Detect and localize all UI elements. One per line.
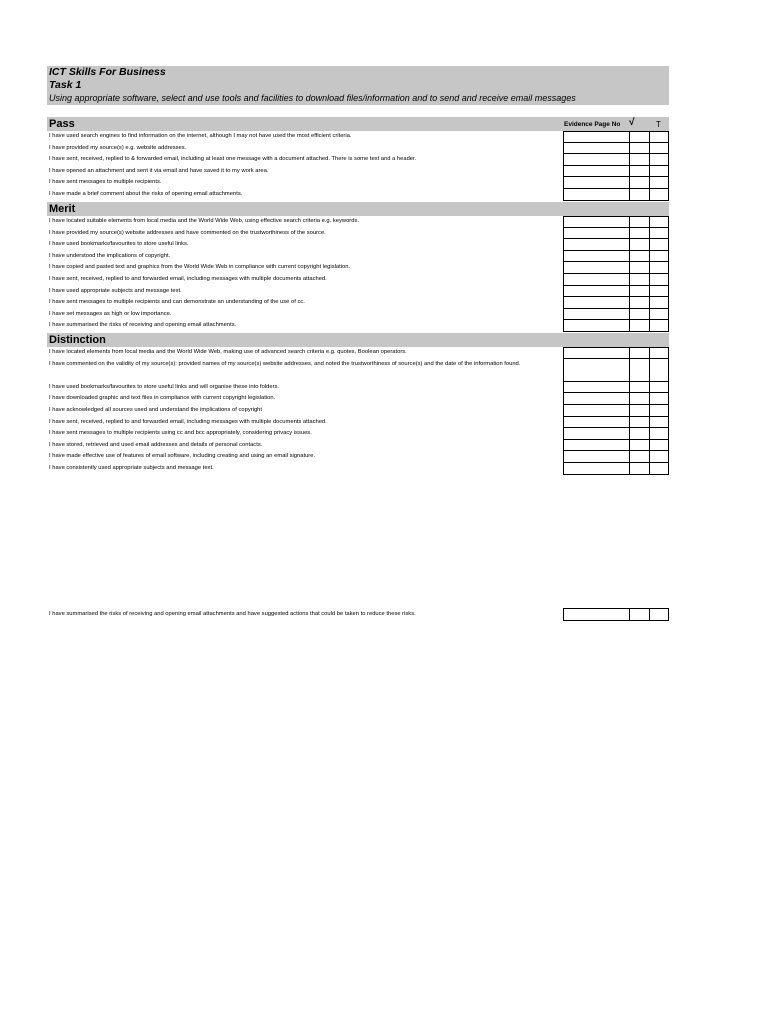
t-cell[interactable] (649, 154, 669, 166)
t-cell[interactable] (649, 405, 669, 417)
criterion-text: I have provided my source(s) e.g. website addresses. (49, 144, 187, 151)
evidence-page-cell[interactable] (563, 451, 630, 463)
tick-cell[interactable] (629, 251, 650, 263)
tick-cell[interactable] (629, 428, 650, 440)
criterion-row (47, 239, 669, 251)
criterion-row (47, 320, 669, 332)
evidence-page-cell[interactable] (563, 251, 630, 263)
t-cell[interactable] (649, 286, 669, 298)
t-cell[interactable] (649, 440, 669, 452)
section-title: Merit (49, 203, 76, 215)
t-cell[interactable] (649, 189, 669, 201)
tick-cell[interactable] (629, 177, 650, 189)
tick-cell[interactable] (629, 463, 650, 475)
criterion-text: I have acknowledged all sources used and understand the implications of copyright (49, 407, 263, 413)
t-cell[interactable] (649, 320, 669, 332)
tick-cell[interactable] (629, 417, 650, 429)
criterion-text: I have sent, received, replied to and forwarded email, including messages with multiple documents attached. (49, 418, 327, 425)
criterion-text: I have located elements from local media and the World Wide Web, making use of advanced search criteria e.g. quotes, Boolean operators. (49, 349, 407, 355)
evidence-page-cell[interactable] (563, 166, 630, 178)
tick-column-header: √ (629, 117, 635, 128)
evidence-page-cell[interactable] (563, 320, 630, 332)
t-cell[interactable] (649, 166, 669, 178)
t-cell[interactable] (649, 239, 669, 251)
tick-cell[interactable] (629, 451, 650, 463)
criterion-row (47, 428, 669, 440)
criterion-text: I have provided my source(s) website addresses and have commented on the trustworthiness of the source. (49, 229, 326, 236)
criterion-row (47, 274, 669, 286)
criterion-row (47, 440, 669, 452)
tick-cell[interactable] (629, 131, 650, 143)
section-title: Distinction (49, 334, 106, 346)
criterion-text: I have made effective use of features of email software, including creating and using an email signature. (49, 453, 316, 460)
tick-cell[interactable] (629, 143, 650, 155)
tick-cell[interactable] (629, 382, 650, 394)
evidence-page-cell[interactable] (563, 309, 630, 321)
tick-cell[interactable] (629, 359, 650, 382)
criterion-row (47, 297, 669, 309)
evidence-page-cell[interactable] (563, 393, 630, 405)
tick-cell[interactable] (629, 262, 650, 274)
tick-cell[interactable] (629, 216, 650, 228)
tick-cell[interactable] (629, 608, 650, 621)
section-title: Pass (49, 118, 75, 130)
t-cell[interactable] (649, 382, 669, 394)
evidence-page-cell[interactable] (563, 228, 630, 240)
section-header-merit (47, 202, 669, 216)
tick-cell[interactable] (629, 440, 650, 452)
t-cell[interactable] (649, 228, 669, 240)
tick-cell[interactable] (629, 239, 650, 251)
tick-cell[interactable] (629, 286, 650, 298)
criterion-text: I have used bookmarks/favourites to store useful links and will organise these into folders. (49, 383, 280, 390)
criterion-text: I have sent messages to multiple recipients. (49, 179, 162, 186)
criterion-text: I have used appropriate subjects and message text. (49, 287, 182, 294)
criterion-text: I have sent messages to multiple recipients and can demonstrate an understanding of the use of cc. (49, 299, 305, 306)
criterion-row (47, 216, 669, 228)
criterion-text: I have located suitable elements from local media and the World Wide Web, using effective search criteria e.g. keywords. (49, 218, 359, 224)
criterion-text: I have sent, received, replied to and forwarded email, including messages with multiple documents attached. (49, 276, 327, 282)
task-header (47, 66, 669, 105)
evidence-page-cell[interactable] (563, 463, 630, 475)
criterion-row (47, 228, 669, 240)
criterion-text: I have consistently used appropriate subjects and message text. (49, 465, 214, 471)
criterion-row (47, 143, 669, 155)
criterion-text: I have set messages as high or low importance. (49, 310, 172, 317)
t-cell[interactable] (649, 347, 669, 359)
criterion-row (47, 393, 669, 405)
t-cell[interactable] (649, 131, 669, 143)
criterion-row (47, 177, 669, 189)
tick-cell[interactable] (629, 166, 650, 178)
evidence-page-cell[interactable] (563, 417, 630, 429)
evidence-page-cell[interactable] (563, 262, 630, 274)
evidence-page-cell[interactable] (563, 143, 630, 155)
criterion-row (47, 189, 669, 201)
evidence-page-cell[interactable] (563, 405, 630, 417)
tick-cell[interactable] (629, 297, 650, 309)
criterion-row (47, 347, 669, 359)
criterion-text: I have summarised the risks of receiving and opening email attachments. (49, 322, 237, 329)
t-cell[interactable] (649, 417, 669, 429)
t-cell[interactable] (649, 463, 669, 475)
criterion-row (47, 463, 669, 475)
criterion-text: I have copied and pasted text and graphics from the World Wide Web in compliance with current copyright legislation. (49, 264, 351, 271)
evidence-page-cell[interactable] (563, 189, 630, 201)
tick-cell[interactable] (629, 320, 650, 332)
t-cell[interactable] (649, 393, 669, 405)
tick-cell[interactable] (629, 228, 650, 240)
criterion-row (47, 382, 669, 394)
t-column-header: T (656, 120, 661, 129)
criterion-text: I have opened an attachment and sent it via email and have saved it to my work area. (49, 167, 269, 174)
criterion-text: I have used search engines to find information on the internet, although I may not have used the most efficient criteria. (49, 133, 352, 139)
t-cell[interactable] (649, 359, 669, 382)
criterion-text: I have made a brief comment about the risks of opening email attachments. (49, 191, 243, 197)
criterion-row (47, 359, 669, 382)
criterion-row (47, 405, 669, 417)
tick-cell[interactable] (629, 274, 650, 286)
tick-cell[interactable] (629, 393, 650, 405)
criterion-row (47, 262, 669, 274)
criterion-text: I have used bookmarks/favourites to store useful links. (49, 241, 189, 248)
evidence-page-cell[interactable] (563, 382, 630, 394)
evidence-page-cell[interactable] (563, 347, 630, 359)
tick-cell[interactable] (629, 347, 650, 359)
evidence-page-cell[interactable] (563, 286, 630, 298)
criterion-row (47, 251, 669, 263)
t-cell[interactable] (649, 309, 669, 321)
criterion-row (47, 131, 669, 143)
evidence-page-cell[interactable] (563, 216, 630, 228)
page-title: ICT Skills For Business (49, 66, 166, 78)
evidence-page-cell[interactable] (563, 359, 630, 382)
t-cell[interactable] (649, 608, 669, 621)
criterion-row (47, 154, 669, 166)
section-header-distinction (47, 333, 669, 347)
evidence-page-cell[interactable] (563, 297, 630, 309)
criterion-text: I have sent, received, replied to & forwarded email, including at least one message with a document attached. There is some text and a header. (49, 156, 417, 163)
tick-cell[interactable] (629, 405, 650, 417)
evidence-page-cell[interactable] (563, 428, 630, 440)
criterion-text: I have commented on the validity of my source(s): provided names of my source(s) website addresses, and noted the trustworthiness of source(s) and the date of the information found. (49, 360, 521, 367)
criterion-row (47, 451, 669, 463)
evidence-page-cell[interactable] (563, 440, 630, 452)
t-cell[interactable] (649, 297, 669, 309)
evidence-page-cell[interactable] (563, 608, 630, 621)
task-description: Using appropriate software, select and use tools and facilities to download files/information and to send and receive email messages (49, 93, 576, 103)
t-cell[interactable] (649, 274, 669, 286)
t-cell[interactable] (649, 177, 669, 189)
t-cell[interactable] (649, 143, 669, 155)
evidence-page-cell[interactable] (563, 177, 630, 189)
criterion-row (47, 417, 669, 429)
tick-cell[interactable] (629, 309, 650, 321)
task-label: Task 1 (49, 79, 82, 91)
criterion-row (47, 166, 669, 178)
t-cell[interactable] (649, 251, 669, 263)
isolated-criterion-row (47, 608, 669, 621)
tick-cell[interactable] (629, 154, 650, 166)
criterion-text: I have stored, retrieved and used email addresses and details of personal contacts. (49, 441, 263, 448)
evidence-page-cell[interactable] (563, 274, 630, 286)
t-cell[interactable] (649, 451, 669, 463)
section-header-pass (47, 117, 669, 131)
evidence-page-cell[interactable] (563, 131, 630, 143)
tick-cell[interactable] (629, 189, 650, 201)
criterion-text: I have understood the implications of copyright. (49, 252, 171, 259)
criterion-text: I have downloaded graphic and text files in compliance with current copyright legislation. (49, 395, 276, 402)
criterion-row (47, 309, 669, 321)
evidence-column-header: Evidence Page No (564, 121, 621, 128)
criterion-text: I have sent messages to multiple recipients using cc and bcc appropriately, considering privacy issues. (49, 430, 312, 437)
evidence-page-cell[interactable] (563, 154, 630, 166)
t-cell[interactable] (649, 262, 669, 274)
t-cell[interactable] (649, 428, 669, 440)
criterion-text: I have summarised the risks of receiving and opening email attachments and have suggested actions that could be taken to reduce these risks. (49, 611, 416, 617)
criterion-row (47, 286, 669, 298)
evidence-page-cell[interactable] (563, 239, 630, 251)
t-cell[interactable] (649, 216, 669, 228)
